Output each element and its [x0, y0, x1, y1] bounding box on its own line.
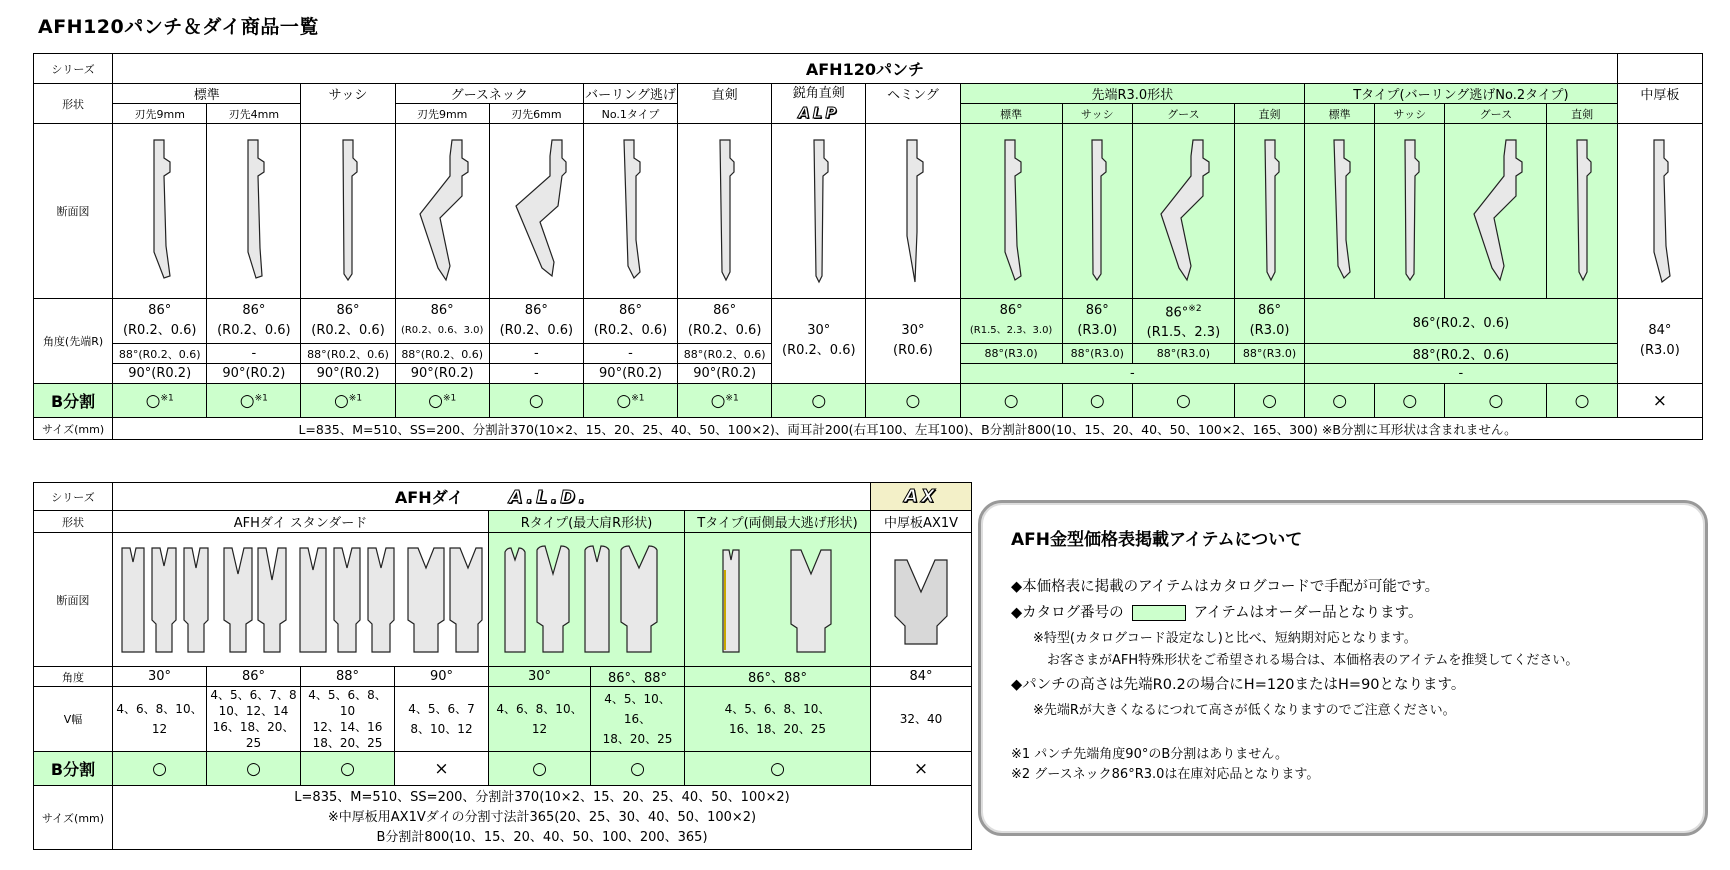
series-label: シリーズ [34, 54, 113, 84]
angle-thick: 84° (R3.0) [1617, 299, 1702, 384]
bsplit-cell: ○ [1375, 384, 1445, 418]
info-note-2: ※2 グースネック86°R3.0は在庫対応品となります。 [1011, 767, 1320, 782]
bsplit-cell: ○ [489, 384, 583, 418]
punch-drawing [866, 124, 960, 299]
punch-table: シリーズ AFH120パンチ 形状 標準 サッシ グースネック バーリング逃げ 直剣 鋭角直剣 ALP ヘミング 先端R3.0形状 Tタイプ(バーリング逃げNo.2タイプ) 中厚板 刃先9mm 刃先4mm 刃先9mm 刃先6mm No.1タイプ 標準 サッシ グース 直剣 標準 サッシ グース 直剣 断面図 角度(先端R) 86° (R0.2、0.6) 86° (R0.2、0.6) 86° (R0.2、0.6) 86° (R0.2、0.6、3.0) 86° (R0.2、0.6) 86° (R0.2、0.6) 86° (R0.2、0.6) 30° (R0.2、0.6) 30° (R0.6) 86° (R1.5、2.3、3.0) 86° (R3.0) 86°$^{※2}$ (R1.5、2.3) 86° (R3.0) 86°(R0.2、0.6) 84° (R3.0) 88°(R0.2、0.6) - 88°(R0.2、0.6) 88°(R0.2、0.6) - - 88°(R0.2、0.6) 88°(R3.0) 88°(R3.0) 88°(R3.0) 88°(R3.0) 88°(R0.2、0.6) 90°(R0.2) 90°(R0.2) 90°(R0.2) 90°(R0.2) - 90°(R0.2) 90°(R0.2) - - B分割 ○$^{※1}$ ○$^{※1}$ ○$^{※1}$ ○$^{※1}$ ○ ○$^{※1}$ ○$^{※1}$ ○ ○ ○ ○ ○ ○ ○ ○ ○ ○ × サイズ(mm) L=835、M=510、SS=200、分割計370(10×2、15、20、25、40、50、100×2)、両耳計200(右耳100、左耳100)、B分割計800(10、15、20、40、50、100×2、165、300) ※B分割に耳形状は含まれません。 [33, 53, 1703, 440]
die-angle: 86° [207, 667, 301, 687]
die-shape-label: 形状 [34, 511, 113, 533]
punch-series-name: AFH120パンチ [113, 54, 1618, 84]
size-label: サイズ(mm) [34, 418, 113, 440]
info-title: AFH金型価格表掲載アイテムについて [1011, 530, 1303, 550]
angle-r30-std: 86° (R1.5、2.3、3.0) [960, 299, 1062, 344]
page-title: AFH120パンチ＆ダイ商品一覧 [38, 16, 319, 38]
die-angle: 90° [395, 667, 489, 687]
die-series-label: シリーズ [34, 483, 113, 511]
die-size-label: サイズ(mm) [34, 786, 113, 850]
die-bsplit-cell: × [395, 752, 489, 786]
die-vwidth: 4、5、10、16、 18、20、25 [591, 687, 685, 752]
die-angle: 88° [301, 667, 395, 687]
die-bsplit-cell: ○ [301, 752, 395, 786]
punch-drawing [1375, 124, 1445, 299]
ax-logo-cell [871, 483, 972, 511]
die-shape-ttype: Tタイプ(両側最大逃げ形状) [685, 511, 871, 533]
angle-r30-str: 86° (R3.0) [1234, 299, 1304, 344]
bsplit-cell: ○$^{※1}$ [678, 384, 772, 418]
group-hemming: ヘミング [866, 84, 960, 124]
die-drawing-ttype [685, 533, 871, 667]
angle-main: 86° (R0.2、0.6) [113, 299, 207, 344]
sub-r-goose: グース [1132, 104, 1234, 124]
sub-r-std: 標準 [960, 104, 1062, 124]
punch-drawing [583, 124, 677, 299]
info-box [978, 500, 1708, 836]
angle-main: 86° (R0.2、0.6) [301, 299, 395, 344]
punch-drawing [1617, 124, 1702, 299]
bsplit-cell: ○$^{※1}$ [395, 384, 489, 418]
group-acute-label: 鋭角直剣 [792, 86, 845, 101]
info-line-2: ◆カタログ番号の アイテムはオーダー品となります。 [1011, 605, 1423, 621]
group-standard: 標準 [113, 84, 301, 104]
sub-t-goose: グース [1445, 104, 1547, 124]
die-vwidth: 4、5、6、8、10、 16、18、20、25 [685, 687, 871, 752]
die-shape-rtype: Rタイプ(最大肩R形状) [489, 511, 685, 533]
bsplit-cell: ○ [866, 384, 960, 418]
ax-logo: AX [904, 486, 938, 507]
sub-t-str: 直剣 [1547, 104, 1617, 124]
sub-std9: 刃先9mm [113, 104, 207, 124]
bsplit-cell: ○$^{※1}$ [207, 384, 301, 418]
sub-std4: 刃先4mm [207, 104, 301, 124]
die-angle-label: 角度 [34, 667, 113, 687]
punch-drawing [772, 124, 866, 299]
die-angle: 86°、88° [591, 667, 685, 687]
angle-ttype-86: 86°(R0.2、0.6) [1305, 299, 1618, 344]
die-bsplit-cell: ○ [685, 752, 871, 786]
bsplit-cell: ○ [1305, 384, 1375, 418]
die-drawing-thick [871, 533, 972, 667]
angle-r30-goose: 86°$^{※2}$ (R1.5、2.3) [1132, 299, 1234, 344]
die-bsplit-cell: ○ [113, 752, 207, 786]
die-series-name: AFHダイ A.L.D. [113, 483, 871, 511]
bsplit-cell: ○ [1062, 384, 1132, 418]
bsplit-cell: ○$^{※1}$ [113, 384, 207, 418]
info-line-6: ※先端Rが大きくなるにつれて高さが低くなりますのでご注意ください。 [1033, 703, 1456, 718]
die-vwidth: 4、5、6、7、8 10、12、14 16、18、20、25 [207, 687, 301, 752]
green-swatch [1132, 605, 1186, 621]
die-table [33, 482, 972, 850]
group-thick: 中厚板 [1617, 84, 1702, 124]
info-note-1: ※1 パンチ先端角度90°のB分割はありません。 [1011, 747, 1289, 762]
bsplit-cell: ○ [1445, 384, 1547, 418]
die-drawing-standard [113, 533, 489, 667]
sub-burring1: No.1タイプ [583, 104, 677, 124]
die-bsplit-label: B分割 [34, 752, 113, 786]
die-vwidth-label: V幅 [34, 687, 113, 752]
punch-drawing [395, 124, 489, 299]
group-acute [772, 84, 866, 124]
group-burring: バーリング逃げ [583, 84, 677, 104]
sub-r-str: 直剣 [1234, 104, 1304, 124]
bsplit-cell: ○ [960, 384, 1062, 418]
sub-goose9: 刃先9mm [395, 104, 489, 124]
punch-drawing [1547, 124, 1617, 299]
die-angle: 86°、88° [685, 667, 871, 687]
die-angle: 84° [871, 667, 972, 687]
angle-main: 86° (R0.2、0.6) [583, 299, 677, 344]
punch-drawing [489, 124, 583, 299]
die-angle: 30° [113, 667, 207, 687]
section-label: 断面図 [34, 124, 113, 299]
bsplit-label: B分割 [34, 384, 113, 418]
angle-main: 86° (R0.2、0.6、3.0) [395, 299, 489, 344]
die-angle: 30° [489, 667, 591, 687]
bsplit-cell: ○$^{※1}$ [301, 384, 395, 418]
punch-drawing [1234, 124, 1304, 299]
group-ttype: Tタイプ(バーリング逃げNo.2タイプ) [1305, 84, 1618, 104]
punch-drawing [960, 124, 1062, 299]
angle-hemming: 30° (R0.6) [866, 299, 960, 384]
bsplit-cell: ○$^{※1}$ [583, 384, 677, 418]
die-size-text: L=835、M=510、SS=200、分割計370(10×2、15、20、25、40、50、100×2) ※中厚板用AX1Vダイの分割寸法計365(20、25、30、40、50、100×2) B分割計800(10、15、20、40、50、100、200、365) [113, 786, 972, 850]
sub-t-sash: サッシ [1375, 104, 1445, 124]
bsplit-cell: ○ [1132, 384, 1234, 418]
punch-size-text: L=835、M=510、SS=200、分割計370(10×2、15、20、25、40、50、100×2)、両耳計200(右耳100、左耳100)、B分割計800(10、15、20、40、50、100×2、165、300) ※B分割に耳形状は含まれません。 [113, 418, 1703, 440]
punch-drawing [1305, 124, 1375, 299]
punch-drawing [113, 124, 207, 299]
punch-drawing [301, 124, 395, 299]
angle-main: 86° (R0.2、0.6) [207, 299, 301, 344]
die-vwidth: 4、6、8、10、12 [113, 687, 207, 752]
bsplit-cell: ○ [1234, 384, 1304, 418]
die-vwidth: 4、6、8、10、12 [489, 687, 591, 752]
die-bsplit-cell: ○ [591, 752, 685, 786]
angle-main: 86° (R0.2、0.6) [489, 299, 583, 344]
angle-main: 86° (R0.2、0.6) [678, 299, 772, 344]
die-vwidth: 4、5、6、8、10 12、14、16 18、20、25 [301, 687, 395, 752]
punch-drawing [1062, 124, 1132, 299]
punch-drawing [1132, 124, 1234, 299]
punch-drawing [678, 124, 772, 299]
angle-label: 角度(先端R) [34, 299, 113, 384]
sub-goose6: 刃先6mm [489, 104, 583, 124]
info-line-5: ◆パンチの高さは先端R0.2の場合にH=120またはH=90となります。 [1011, 677, 1466, 693]
die-bsplit-cell: ○ [489, 752, 591, 786]
info-line-1: ◆本価格表に掲載のアイテムはカタログコードで手配が可能です。 [1011, 579, 1440, 595]
sub-t-std: 標準 [1305, 104, 1375, 124]
punch-drawing [207, 124, 301, 299]
info-line-3: ※特型(カタログコード設定なし)と比べ、短納期対応となります。 [1033, 631, 1417, 646]
die-drawing-rtype [489, 533, 685, 667]
die-bsplit-cell: × [871, 752, 972, 786]
sub-r-sash: サッシ [1062, 104, 1132, 124]
group-sash: サッシ [301, 84, 395, 124]
die-shape-standard: AFHダイ スタンダード [113, 511, 489, 533]
ald-logo: A.L.D. [508, 487, 589, 508]
group-goose: グースネック [395, 84, 583, 104]
bsplit-cell: ○ [772, 384, 866, 418]
angle-r30-sash: 86° (R3.0) [1062, 299, 1132, 344]
die-section-label: 断面図 [34, 533, 113, 667]
die-vwidth: 4、5、6、7 8、10、12 [395, 687, 489, 752]
alp-logo: ALP [798, 104, 840, 122]
group-straight: 直剣 [678, 84, 772, 124]
bsplit-cell: ○ [1547, 384, 1617, 418]
bsplit-cell: × [1617, 384, 1702, 418]
die-vwidth: 32、40 [871, 687, 972, 752]
die-shape-thick: 中厚板AX1V [871, 511, 972, 533]
group-r30: 先端R3.0形状 [960, 84, 1305, 104]
die-bsplit-cell: ○ [207, 752, 301, 786]
punch-drawing [1445, 124, 1547, 299]
shape-label: 形状 [34, 84, 113, 124]
angle-acute: 30° (R0.2、0.6) [772, 299, 866, 384]
info-line-4: お客さまがAFH特殊形状をご希望される場合は、本価格表のアイテムを推奨してください。 [1047, 653, 1579, 668]
